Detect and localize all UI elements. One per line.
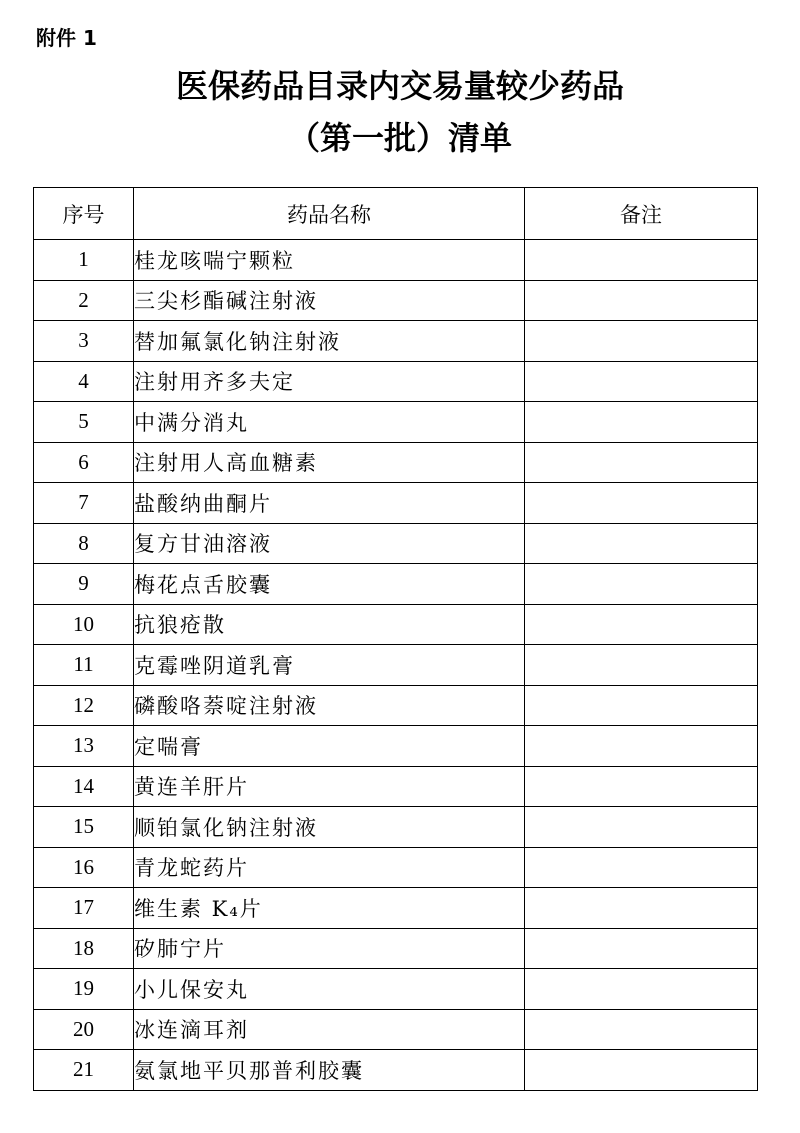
row-drug-name: 克霉唑阴道乳膏 xyxy=(134,645,525,686)
table-row xyxy=(34,442,758,483)
attachment-label: 附件 1 xyxy=(36,26,97,50)
header-note: 备注 xyxy=(525,188,758,240)
header-seq: 序号 xyxy=(34,188,134,240)
row-seq: 16 xyxy=(34,847,134,888)
table-row xyxy=(34,1050,758,1091)
row-drug-name: 注射用人高血糖素 xyxy=(134,442,525,483)
row-drug-name: 磷酸咯萘啶注射液 xyxy=(134,685,525,726)
table-row xyxy=(34,361,758,402)
row-seq: 17 xyxy=(34,888,134,929)
row-note xyxy=(525,523,758,564)
row-seq: 1 xyxy=(34,240,134,281)
row-note xyxy=(525,604,758,645)
row-seq: 20 xyxy=(34,1009,134,1050)
row-drug-name: 桂龙咳喘宁颗粒 xyxy=(134,240,525,281)
table-row xyxy=(34,1009,758,1050)
row-note xyxy=(525,321,758,362)
row-note xyxy=(525,726,758,767)
table-row xyxy=(34,564,758,605)
row-note xyxy=(525,847,758,888)
row-note xyxy=(525,928,758,969)
row-drug-name: 小儿保安丸 xyxy=(134,969,525,1010)
page-subtitle: （第一批）清单 xyxy=(287,119,512,157)
row-note xyxy=(525,1009,758,1050)
row-seq: 15 xyxy=(34,807,134,848)
row-seq: 2 xyxy=(34,280,134,321)
table-row xyxy=(34,969,758,1010)
table-row xyxy=(34,321,758,362)
table-row xyxy=(34,685,758,726)
row-seq: 11 xyxy=(34,645,134,686)
row-seq: 6 xyxy=(34,442,134,483)
row-seq: 14 xyxy=(34,766,134,807)
table-row xyxy=(34,523,758,564)
row-note xyxy=(525,361,758,402)
row-seq: 13 xyxy=(34,726,134,767)
row-drug-name: 冰连滴耳剂 xyxy=(134,1009,525,1050)
row-seq: 19 xyxy=(34,969,134,1010)
drug-list-table xyxy=(33,187,758,1091)
table-row xyxy=(34,645,758,686)
row-note xyxy=(525,645,758,686)
table-row xyxy=(34,766,758,807)
table-row xyxy=(34,807,758,848)
row-note xyxy=(525,564,758,605)
row-seq: 10 xyxy=(34,604,134,645)
table-row xyxy=(34,483,758,524)
row-seq: 12 xyxy=(34,685,134,726)
row-drug-name: 复方甘油溶液 xyxy=(134,523,525,564)
row-seq: 7 xyxy=(34,483,134,524)
row-drug-name: 维生素 K₄片 xyxy=(134,888,525,929)
table-body xyxy=(34,240,758,1091)
row-seq: 5 xyxy=(34,402,134,443)
row-seq: 3 xyxy=(34,321,134,362)
row-drug-name: 注射用齐多夫定 xyxy=(134,361,525,402)
row-drug-name: 替加氟氯化钠注射液 xyxy=(134,321,525,362)
table-row xyxy=(34,280,758,321)
row-note xyxy=(525,280,758,321)
row-note xyxy=(525,685,758,726)
row-drug-name: 定喘膏 xyxy=(134,726,525,767)
table-row xyxy=(34,604,758,645)
row-seq: 21 xyxy=(34,1050,134,1091)
page-title: 医保药品目录内交易量较少药品 xyxy=(175,67,624,105)
row-drug-name: 盐酸纳曲酮片 xyxy=(134,483,525,524)
table-row xyxy=(34,888,758,929)
row-seq: 8 xyxy=(34,523,134,564)
table-row xyxy=(34,240,758,281)
row-seq: 9 xyxy=(34,564,134,605)
row-seq: 4 xyxy=(34,361,134,402)
header-name: 药品名称 xyxy=(134,188,525,240)
row-drug-name: 梅花点舌胶囊 xyxy=(134,564,525,605)
row-note xyxy=(525,240,758,281)
row-note xyxy=(525,888,758,929)
table-row xyxy=(34,726,758,767)
row-drug-name: 中满分消丸 xyxy=(134,402,525,443)
row-drug-name: 顺铂氯化钠注射液 xyxy=(134,807,525,848)
row-note xyxy=(525,402,758,443)
row-drug-name: 矽肺宁片 xyxy=(134,928,525,969)
table-row xyxy=(34,847,758,888)
row-drug-name: 氨氯地平贝那普利胶囊 xyxy=(134,1050,525,1091)
table-row xyxy=(34,402,758,443)
row-drug-name: 青龙蛇药片 xyxy=(134,847,525,888)
row-note xyxy=(525,807,758,848)
row-note xyxy=(525,442,758,483)
row-note xyxy=(525,969,758,1010)
row-drug-name: 抗狼疮散 xyxy=(134,604,525,645)
row-note xyxy=(525,483,758,524)
row-drug-name: 三尖杉酯碱注射液 xyxy=(134,280,525,321)
row-seq: 18 xyxy=(34,928,134,969)
row-note xyxy=(525,766,758,807)
table-header-row xyxy=(34,188,758,240)
row-note xyxy=(525,1050,758,1091)
row-drug-name: 黄连羊肝片 xyxy=(134,766,525,807)
table-row xyxy=(34,928,758,969)
